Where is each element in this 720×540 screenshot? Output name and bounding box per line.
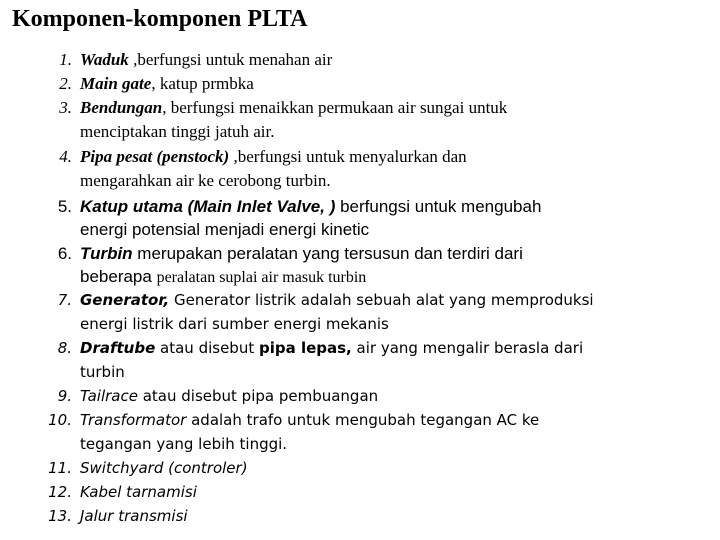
item-text-line2-serif: peralatan suplai air masuk turbin	[156, 269, 367, 286]
item-term-2: pipa lepas,	[258, 339, 352, 357]
item-text-line2: mengarahkan air ke cerobong turbin.	[80, 171, 331, 190]
item-term: Pipa pesat (penstock)	[80, 147, 230, 166]
item-number: 6.	[57, 244, 72, 263]
item-text-line2: menciptakan tinggi jatuh air.	[80, 122, 275, 141]
item-text-line2: turbin	[80, 362, 125, 381]
item-text-b: air yang mengalir berasla dari	[351, 339, 584, 357]
item-term: Turbin	[80, 244, 133, 263]
item-number: 4.	[59, 147, 72, 166]
item-term: Katup utama (Main Inlet Valve, )	[80, 197, 336, 216]
item-term: Bendungan	[80, 98, 163, 117]
item-term: Transformator	[80, 411, 187, 429]
item-number: 5.	[57, 197, 72, 216]
item-text: berfungsi untuk mengubah	[335, 197, 542, 216]
item-term: Waduk	[80, 50, 129, 69]
item-text-line2: tegangan yang lebih tinggi.	[80, 434, 288, 453]
item-number: 1.	[59, 50, 72, 69]
item-term: Kabel tarnamisi	[80, 483, 197, 501]
item-number: 7.	[57, 291, 72, 309]
item-term: Generator,	[80, 291, 170, 309]
item-text: Generator listrik adalah sebuah alat yang memproduksi	[169, 291, 594, 309]
item-number: 3.	[59, 98, 72, 117]
item-text-line2: beberapa	[80, 267, 157, 286]
item-text: ,berfungsi untuk menahan air	[128, 50, 333, 69]
item-text: merupakan peralatan yang tersusun dan terdiri dari	[132, 244, 523, 263]
item-number: 11.	[48, 459, 72, 477]
page-title: Komponen-komponen PLTA	[12, 6, 308, 32]
item-term: Draftube	[80, 339, 156, 357]
item-text: adalah trafo untuk mengubah tegangan AC ke	[186, 411, 540, 429]
item-text: atau disebut pipa pembuangan	[137, 387, 379, 405]
item-number: 2.	[59, 74, 72, 93]
item-text: , katup prmbka	[151, 74, 254, 93]
item-number: 10.	[48, 411, 72, 429]
item-term: Tailrace	[80, 387, 138, 405]
item-term: Main gate	[80, 74, 152, 93]
item-text-line2: energi listrik dari sumber energi mekanis	[80, 314, 389, 333]
item-text: , berfungsi menaikkan permukaan air sungai untuk	[162, 98, 508, 117]
item-term: Jalur transmisi	[80, 507, 188, 525]
item-number: 9.	[57, 387, 72, 405]
item-number: 13.	[48, 507, 72, 525]
item-number: 12.	[48, 483, 72, 501]
item-term: Switchyard (controler)	[80, 459, 248, 477]
item-text: ,berfungsi untuk menyalurkan dan	[229, 147, 467, 166]
item-text-line2: energi potensial menjadi energi kinetic	[80, 220, 370, 239]
item-number: 8.	[57, 339, 72, 357]
item-text: atau disebut	[155, 339, 259, 357]
